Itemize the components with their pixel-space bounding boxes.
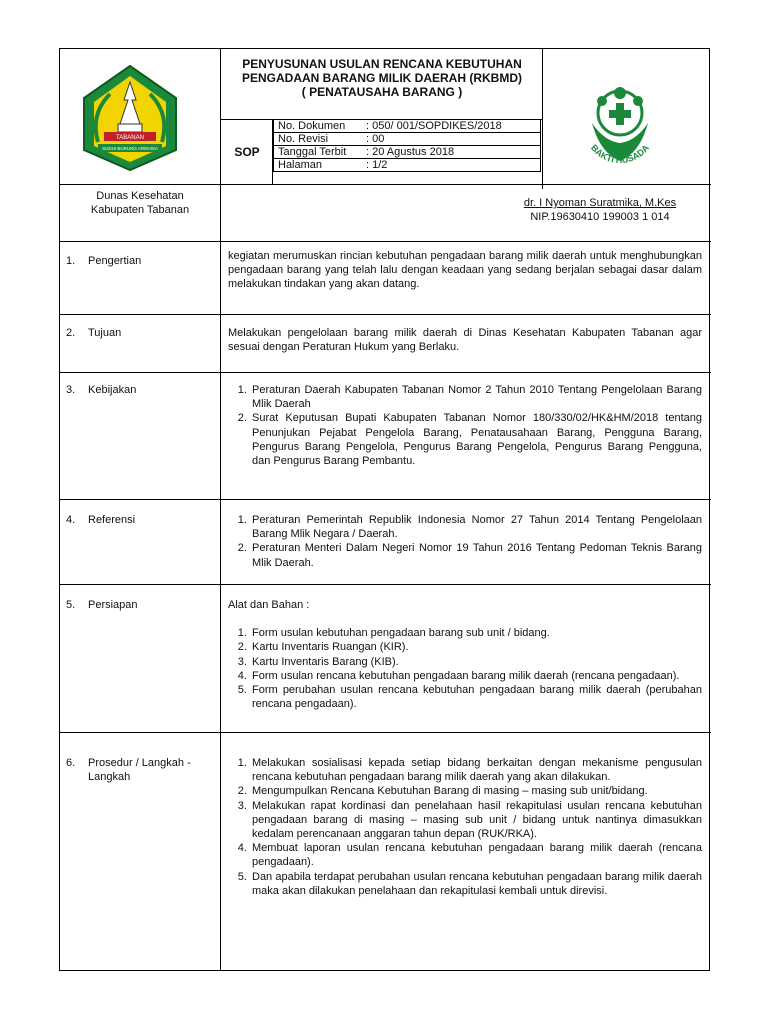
meta-row [274,146,541,159]
sop-document [59,48,710,971]
section-content-referensi [228,513,702,570]
section-title: Tujuan [88,327,122,339]
signer-name: dr. I Nyoman Suratmika, M.Kes [523,197,677,209]
title-line-1: PENYUSUNAN USULAN RENCANA KEBUTUHAN [242,57,522,71]
column-divider [220,49,221,971]
section-number: 3. [66,384,76,396]
section-line-4 [60,584,711,585]
org-bottom-line [60,241,711,242]
list-item: 4. Form usulan rencana kebutuhan pengadaan barang milik daerah (rencana pengadaan). [250,669,702,683]
meta-value: : 00 [362,133,541,146]
section-intro: Alat dan Bahan : [228,599,310,611]
document-meta-table [273,119,541,172]
logo-left-text1: TABANAN [116,135,144,141]
meta-key: No. Revisi [274,133,363,146]
title-line-3: ( PENATAUSAHA BARANG ) [301,85,463,99]
list-item: 2. Mengumpulkan Rencana Kebutuhan Barang di masing – masing sub unit/bidang. [250,784,702,798]
sop-label: SOP [234,145,260,159]
section-content-pengertian: kegiatan merumuskan rincian kebutuhan pengadaan barang milik daerah untuk menghubungkan pengadaan barang yang telah lalu dengan keadaan yang sedang berjalan sebagai dasar dalam melakukan tindakan yang akan datang. [228,250,702,291]
list-item: 2. Surat Keputusan Bupati Kabupaten Tabanan Nomor 180/330/02/HK&HM/2018 tentang Penunjukan Pejabat Pengelola Barang, Penatausahaan Barang, Pengguna Barang, Pengurus Barang Pengelola, Pengurus Barang Pengelola, Pengurus Barang Pengguna, dan Pengurus Barang Pembantu. [250,411,702,468]
meta-row [274,159,541,172]
org-line-1: Dunas Kesehatan [96,190,184,202]
section-line-5 [60,732,711,733]
signer-nip: NIP.19630410 199003 1 014 [530,211,670,223]
list-item: 1. Melakukan sosialisasi kepada setiap bidang berkaitan dengan mekanisme pengusulan rencana kebutuhan pengadaan barang milik daerah yang akan dilakukan. [250,756,702,784]
organization-name [60,189,220,217]
list-item: 5. Form perubahan usulan rencana kebutuhan pengadaan barang milik daerah (perubahan rencana pengadaan). [250,683,702,711]
section-line-3 [60,499,711,500]
list-item: 4. Membuat laporan usulan rencana kebutuhan pengadaan barang milik daerah (rencana pengadaan). [250,841,702,869]
list-item: 3. Kartu Inventaris Barang (KIB). [250,655,702,669]
section-number: 1. [66,255,76,267]
list-item: 3. Melakukan rapat kordinasi dan penelahaan hasil rekapitulasi usulan rencana kebutuhan pengadaan barang di masing – masing sub unit / bidang untuk nantinya dimasukkan kedalam perencanaan anggaran tahun depan (RUK/RKA). [250,799,702,842]
meta-value: : 1/2 [362,159,541,172]
meta-key: Tanggal Terbit [274,146,363,159]
section-content-prosedur [228,756,702,898]
section-title: Persiapan [88,599,138,611]
section-title: Prosedur / Langkah -Langkah [88,757,191,783]
section-content-tujuan: Melakukan pengelolaan barang milik daerah di Dinas Kesehatan Kabupaten Tabanan agar sesuai dengan Peraturan Hukum yang Berlaku. [228,327,702,354]
list-item: 2. Kartu Inventaris Ruangan (KIR). [250,640,702,654]
list-item: 1. Form usulan kebutuhan pengadaan barang sub unit / bidang. [250,626,702,640]
list-item: 5. Dan apabila terdapat perubahan usulan rencana kebutuhan pengadaan barang milik daerah maka akan dilakukan penelahaan dan rekapitulasi kembali untuk direvisi. [250,870,702,898]
meta-value: : 20 Agustus 2018 [362,146,541,159]
tabanan-regency-logo [80,64,180,172]
document-title [222,57,542,99]
list-item: 2. Peraturan Menteri Dalam Negeri Nomor 19 Tahun 2016 Tentang Pedoman Teknis Barang Mlik Daerah. [250,541,702,569]
org-line-2: Kabupaten Tabanan [90,204,190,216]
signer-block [500,196,700,224]
title-line-2: PENGADAAN BARANG MILIK DAERAH (RKBMD) [242,71,522,85]
section-number: 2. [66,327,76,339]
section-content-kebijakan [228,383,702,468]
header-bottom-line [60,184,711,185]
header-divider-right [542,49,543,189]
section-title: Referensi [88,514,136,526]
list-item: 1. Peraturan Pemerintah Republik Indonesia Nomor 27 Tahun 2014 Tentang Pengelolaan Barang Mlik Negara / Daerah. [250,513,702,541]
list-item: 1. Peraturan Daerah Kabupaten Tabanan Nomor 2 Tahun 2010 Tentang Pengelolaan Barang Mlik Daerah [250,383,702,411]
section-line-2 [60,372,711,373]
logo-left-text2: SUDHI BURUNG ARDHISA [102,146,158,151]
meta-row [274,133,541,146]
meta-value: : 050/ 001/SOPDIKES/2018 [362,120,541,133]
meta-key: No. Dokumen [274,120,363,133]
meta-key: Halaman [274,159,363,172]
section-title: Kebijakan [88,384,137,396]
meta-row [274,120,541,133]
section-number: 6. [66,757,76,769]
section-title: Pengertian [88,255,142,267]
section-content-persiapan [228,598,702,711]
bakti-husada-logo [570,71,670,171]
logo-right-text: BAKTI HUSADA [589,142,651,166]
section-number: 5. [66,599,76,611]
section-number: 4. [66,514,76,526]
section-line-1 [60,314,711,315]
